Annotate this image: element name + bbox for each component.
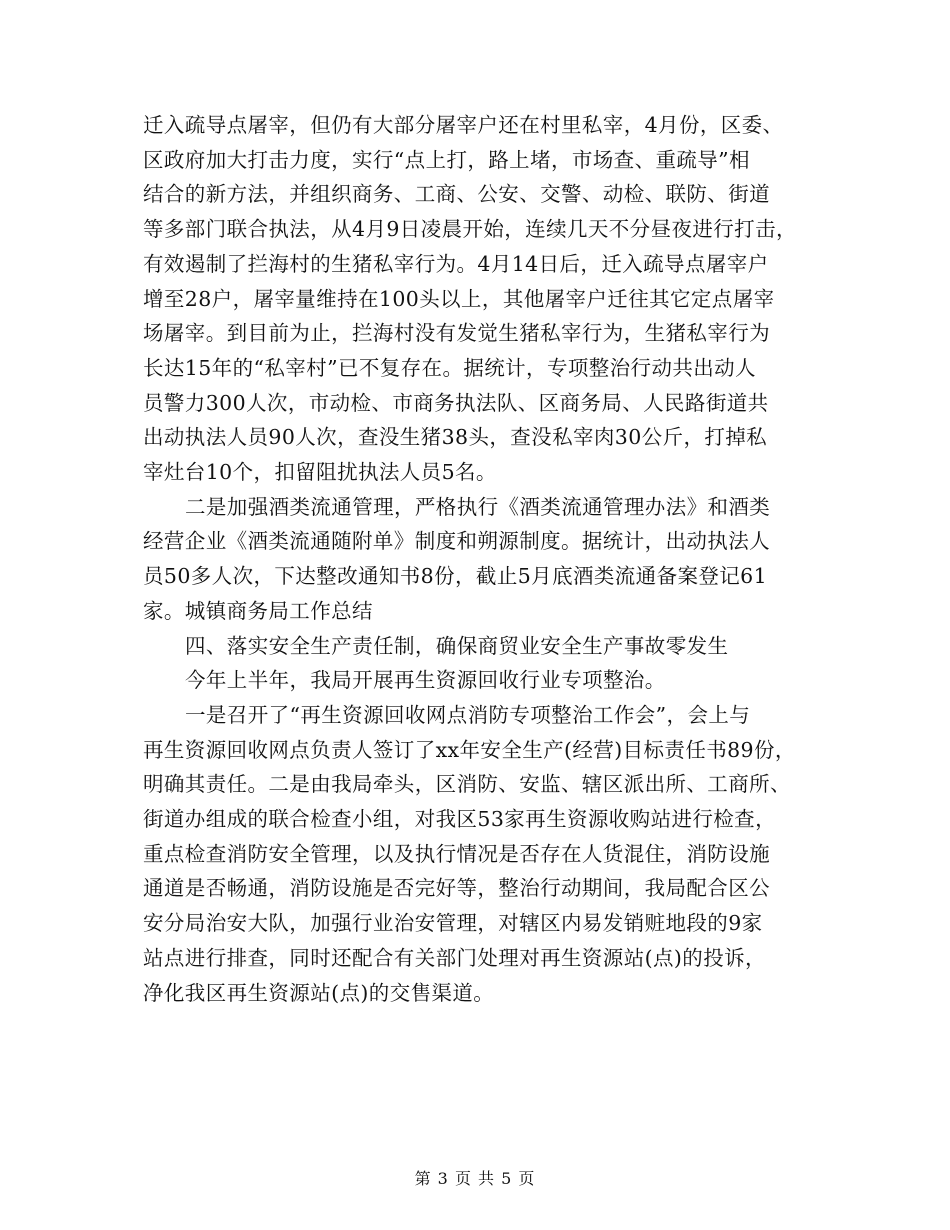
text-line: 增至28户，屠宰量维持在100头以上，其他屠宰户迁往其它定点屠宰: [143, 286, 775, 311]
text-line: 重点检查消防安全管理，以及执行情况是否存在人货混住，消防设施: [143, 841, 770, 866]
text-line: 二是加强酒类流通管理，严格执行《酒类流通管理办法》和酒类: [185, 494, 771, 519]
text-line: 员50多人次，下达整改通知书8份，截止5月底酒类流通备案登记61: [143, 564, 768, 589]
text-line: 长达15年的“私宰村”已不复存在。据统计，专项整治行动共出动人: [143, 355, 756, 380]
text-line: 出动执法人员90人次，查没生猪38头，查没私宰肉30公斤，打掉私: [143, 425, 768, 450]
text-line: 区政府加大打击力度，实行“点上打，路上堵，市场查、重疏导”相: [143, 147, 750, 172]
text-line: 迁入疏导点屠宰，但仍有大部分屠宰户还在村里私宰，4月份，区委、: [143, 113, 784, 137]
text-line: 明确其责任。二是由我局牵头，区消防、安监、辖区派出所、工商所、: [143, 772, 791, 797]
text-line: 家。城镇商务局工作总结: [143, 598, 373, 623]
text-line: 员警力300人次，市动检、市商务执法队、区商务局、人民路街道共: [143, 390, 769, 415]
text-line: 场屠宰。到目前为止，拦海村没有发觉生猪私宰行为，生猪私宰行为: [143, 321, 770, 346]
text-line: 一是召开了“再生资源回收网点消防专项整治工作会”，会上与: [185, 702, 751, 727]
text-line: 今年上半年，我局开展再生资源回收行业专项整治。: [185, 668, 666, 693]
text-line: 宰灶台10个，扣留阻扰执法人员5名。: [143, 460, 497, 484]
text-line: 四、落实安全生产责任制，确保商贸业安全生产事故零发生: [185, 633, 729, 658]
text-line: 安分局治安大队，加强行业治安管理，对辖区内易发销赃地段的9家: [143, 911, 763, 936]
text-line: 结合的新方法，并组织商务、工商、公安、交警、动检、联防、街道: [143, 182, 770, 207]
text-line: 有效遏制了拦海村的生猪私宰行为。4月14日后，迁入疏导点屠宰户: [143, 251, 769, 276]
page-footer: 第 3 页 共 5 页: [414, 1169, 536, 1188]
text-line: 站点进行排查，同时还配合有关部门处理对再生资源站(点)的投诉，: [143, 945, 766, 970]
text-line: 再生资源回收网点负责人签订了xx年安全生产(经营)目标责任书89份，: [143, 737, 796, 762]
text-line: 等多部门联合执法，从4月9日凌晨开始，连续几天不分昼夜进行打击，: [143, 217, 797, 242]
text-line: 通道是否畅通，消防设施是否完好等，整治行动期间，我局配合区公: [143, 876, 770, 901]
text-line: 经营企业《酒类流通随附单》制度和朔源制度。据统计，出动执法人: [143, 529, 770, 554]
text-line: 街道办组成的联合检查小组，对我区53家再生资源收购站进行检查，: [143, 807, 776, 831]
text-line: 净化我区再生资源站(点)的交售渠道。: [143, 980, 495, 1005]
